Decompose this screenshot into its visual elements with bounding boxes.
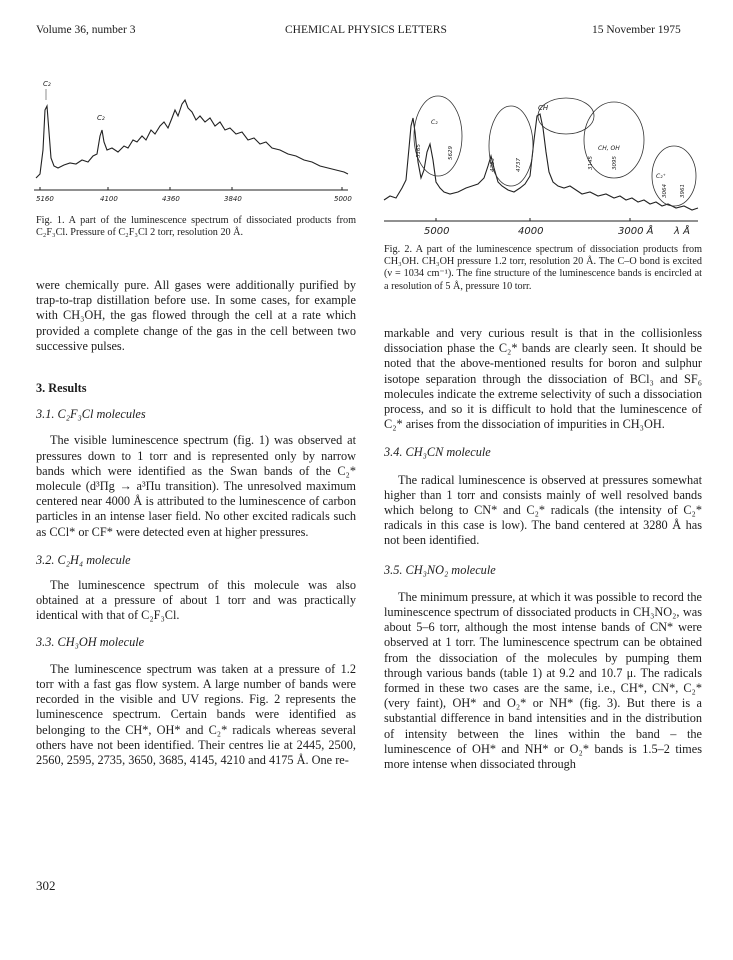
fig2-wavelength-mark: 4737 bbox=[516, 158, 522, 172]
fig1-tick-label: 4360 bbox=[162, 195, 180, 203]
figure-2-caption: Fig. 2. A part of the luminescence spectrum of dissociation products from CH₃OH. CH₃OH pressure 1.2 torr, resolution 20 Å. The C–O bond is excited (ν = 1034 cm⁻¹). The fine structure of the luminescence bands is encircled at a resolution of 5 Å, pressure 10 torr. bbox=[384, 244, 702, 292]
paragraph-3-1: The visible luminescence spectrum (fig. 1) was observed at pressures down to 1 torr and is represented only by narrow bands which were identified as the Swan bands of the C₂* molecule (d³Πg → a³Πu transition). The unresolved maximum centered near 4000 Å is attributed to the luminescence of carbon particles in an intense laser field. No other excited radicals such as CCl* or CF* were detected even at higher pressures. bbox=[36, 433, 356, 539]
paragraph-3-2: The luminescence spectrum of this molecule was also obtained at a pressure of about 1 torr and was practically identical with that of C₂F₃Cl. bbox=[36, 578, 356, 623]
fig1-tick-label: 5160 bbox=[36, 195, 54, 203]
subsection-heading-3-5: 3.5. CH₃NO₂ molecule bbox=[384, 562, 496, 577]
paragraph-intro: were chemically pure. All gases were additionally purified by trap-to-trap distillation before use. In some cases, for example with CH₃OH, the gas flowed through the cell at a rate which provided a complete change of the gas in the cell between two successive pulses. bbox=[36, 278, 356, 353]
header-journal: CHEMICAL PHYSICS LETTERS bbox=[285, 24, 447, 36]
fig1-peak-label: C₂ bbox=[43, 80, 51, 88]
fig2-trace bbox=[384, 114, 698, 210]
fig2-tick-label: 4000 bbox=[518, 226, 544, 237]
left-column bbox=[36, 278, 356, 768]
paragraph-3-4: The radical luminescence is observed at pressures somewhat higher than 1 torr and consists mainly of well resolved bands which belong to CN* and C₂* radicals (the intensity of C₂* radicals in this case is low). The band centered at 3280 Å has not been identified. bbox=[384, 472, 702, 548]
subsection-heading-3-3: 3.3. CH₃OH molecule bbox=[36, 634, 145, 649]
fig2-band-label: C₂⁺ bbox=[656, 173, 666, 180]
paragraph-3-5: The minimum pressure, at which it was possible to record the luminescence spectrum of dissociated products in CH₃NO₂, was about 5–6 torr, although the most intense bands of CN* were observed at 1 torr. The luminescence spectrum can be obtained from the dissociation of the molecules by pumping them through various bands (table 1) at 9.2 and 10.7 μ. The radicals formed in these two cases are the same, i.e., CH*, CN*, C₂* (very faint), OH* and O₂* or NH* (fig. 3). But there is a substantial difference in band intensities and in the distribution of intensity between the lines within the band – the luminescence of OH* and NH* or O₂* bands is 1.5–2 times more intense when dissociated through bbox=[384, 589, 702, 772]
subsection-heading-3-1: 3.1. C₂F₃Cl molecules bbox=[36, 407, 146, 422]
fig1-trace bbox=[36, 100, 348, 178]
fig2-band-label: CH bbox=[538, 104, 549, 112]
fig2-wavelength-mark: 4383 bbox=[490, 158, 496, 172]
fig2-wavelength-mark: 3095 bbox=[612, 156, 618, 170]
paragraph-3-3: The luminescence spectrum was taken at a pressure of 1.2 torr with a fast gas flow system. A large number of bands were recorded in the visible and UV regions. Fig. 2 represents the luminescence spectrum. Certain bands were identified as belonging to the CH*, OH* and C₂* radicals whereas several others have not been identified. Their centres lie at 2445, 2500, 2560, 2595, 2735, 3650, 3685, 4145, 4210 and 4175 Å. One re- bbox=[36, 661, 356, 768]
fig2-band-circles bbox=[414, 96, 696, 206]
fig1-tick-label: 3840 bbox=[224, 195, 242, 203]
fig2-wavelength-mark: 3961 bbox=[680, 184, 686, 198]
fig2-wavelength-mark: 5165 bbox=[416, 144, 422, 158]
fig2-band-label: C₂ bbox=[431, 119, 438, 126]
fig2-wavelength-mark: 5629 bbox=[448, 146, 454, 160]
fig2-band-label: CH, OH bbox=[598, 145, 620, 152]
right-column bbox=[384, 326, 702, 772]
figure-2-spectrum bbox=[380, 88, 705, 240]
header-volume: Volume 36, number 3 bbox=[36, 24, 136, 36]
header-date: 15 November 1975 bbox=[592, 24, 681, 36]
fig2-wavelength-mark: 3064 bbox=[662, 184, 668, 198]
page-number: 302 bbox=[36, 878, 56, 893]
fig2-x-unit: λ Å bbox=[674, 226, 690, 237]
section-heading-results: 3. Results bbox=[36, 381, 87, 396]
subsection-heading-3-4: 3.4. CH₃CN molecule bbox=[384, 445, 491, 460]
fig1-peak-label: C₂ bbox=[97, 114, 105, 122]
fig2-tick-label: 5000 bbox=[424, 226, 450, 237]
figure-1-caption: Fig. 1. A part of the luminescence spectrum of dissociated products from C₂F₃Cl. Pressure of C₂F₃Cl 2 torr, resolution 20 Å. bbox=[36, 215, 356, 239]
fig2-tick-label: 3000 Å bbox=[618, 226, 654, 237]
fig2-wavelength-mark: 3145 bbox=[588, 156, 594, 170]
subsection-heading-3-2: 3.2. C₂H₄ molecule bbox=[36, 552, 131, 567]
fig1-tick-label: 4100 bbox=[100, 195, 118, 203]
fig1-tick-label: 5000 bbox=[334, 195, 352, 203]
figure-1-spectrum bbox=[30, 70, 355, 215]
paragraph-continued: markable and very curious result is that in the collisionless dissociation phase the C₂* bands are clearly seen. It should be noted that the above-mentioned results for boron and sulphur isotope separation through the dissociation of BCl₃ and SF₆ molecules indicate the extreme selectivity of such a dissociation process, and so it is difficult to hold that the luminescence of C₂* arises from the dissociation of impurities in CH₃OH. bbox=[384, 326, 702, 432]
